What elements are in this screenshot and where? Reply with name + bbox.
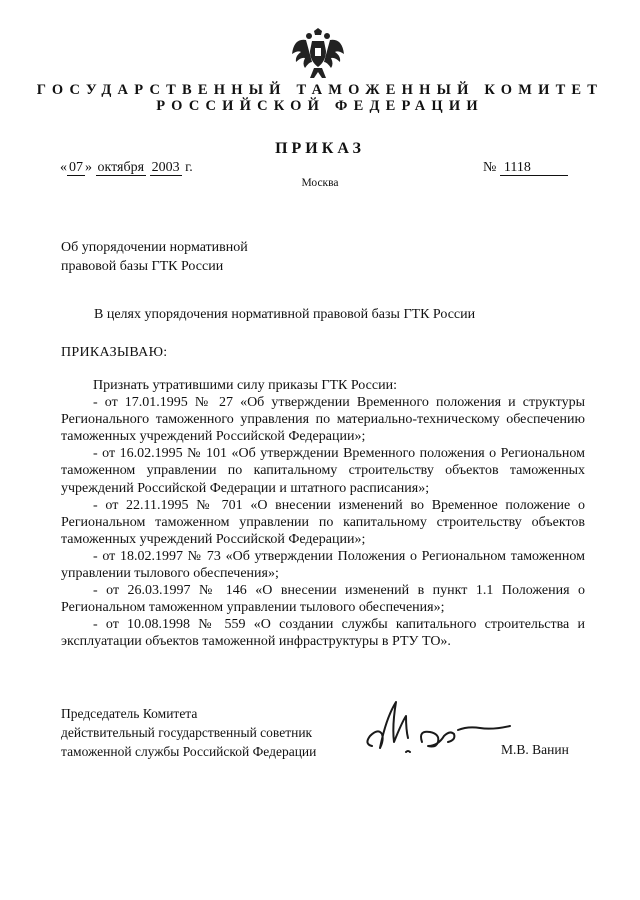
order-item: - от 10.08.1998 № 559 «О создании службы капитального строительства и эксплуатации объектов таможенной инфраструктуры в РТУ ТО». [61, 617, 585, 650]
signatory-line1: Председатель Комитета [61, 706, 198, 721]
order-item: - от 26.03.1997 № 146 «О внесении изменений в пункт 1.1 Положения о Региональном таможенном управлении тылового обеспечения»; [61, 583, 585, 616]
order-word: ПРИКАЗЫВАЮ: [61, 345, 168, 360]
org-name-line2: РОССИЙСКОЙ ФЕДЕРАЦИИ [156, 98, 484, 114]
order-body [61, 377, 585, 651]
number-prefix: № [483, 160, 497, 175]
order-item: - от 17.01.1995 № 27 «Об утверждении Временного положения и структуры Регионального таможенного управления по материально-техническому обеспечению таможенных учреждений Российской Федерации»; [61, 395, 585, 445]
order-item: - от 16.02.1995 № 101 «Об утверждении Временного положения о Региональном таможенном управлении по капитальному строительству объектов таможенных учреждений Российской Федерации и штатного расписания»; [61, 446, 585, 496]
document-title: ПРИКАЗ [275, 140, 365, 157]
date-open-quote: « [60, 160, 67, 175]
date-close-quote: » [85, 160, 92, 175]
org-name-line1: ГОСУДАРСТВЕННЫЙ ТАМОЖЕННЫЙ КОМИТЕТ [36, 82, 604, 98]
signatory-title [61, 704, 316, 761]
signatory-line3: таможенной службы Российской Федерации [61, 744, 317, 759]
date-year-suffix: г. [185, 160, 193, 175]
number-value: 1118 [500, 161, 568, 176]
date-year: 2003 [151, 160, 180, 175]
preamble: В целях упорядочения нормативной правовой базы ГТК России [94, 307, 476, 322]
handwritten-signature-icon [362, 694, 522, 764]
order-item: - от 18.02.1997 № 73 «Об утверждении Положения о Региональном таможенном управлении тылового обеспечения»; [61, 548, 585, 582]
date-day: 07 [69, 160, 83, 175]
coat-of-arms-icon [290, 28, 346, 82]
order-item: - от 22.11.1995 № 701 «О внесении изменений во Временное положение о Региональном таможенном управлении по капитальному строительству объектов таможенных учреждений Российской Федерации»; [61, 497, 585, 547]
subject-line1: Об упорядочении нормативной [61, 240, 248, 255]
date-month: октября [97, 160, 145, 175]
signer-name: М.В. Ванин [501, 742, 569, 757]
document-city: Москва [301, 177, 339, 189]
document-date [60, 160, 193, 176]
document-subject [61, 238, 248, 276]
order-item-intro: Признать утратившими силу приказы ГТК России: [93, 378, 397, 393]
signatory-line2: действительный государственный советник [61, 725, 313, 740]
document-number [483, 160, 568, 176]
subject-line2: правовой базы ГТК России [61, 259, 224, 274]
